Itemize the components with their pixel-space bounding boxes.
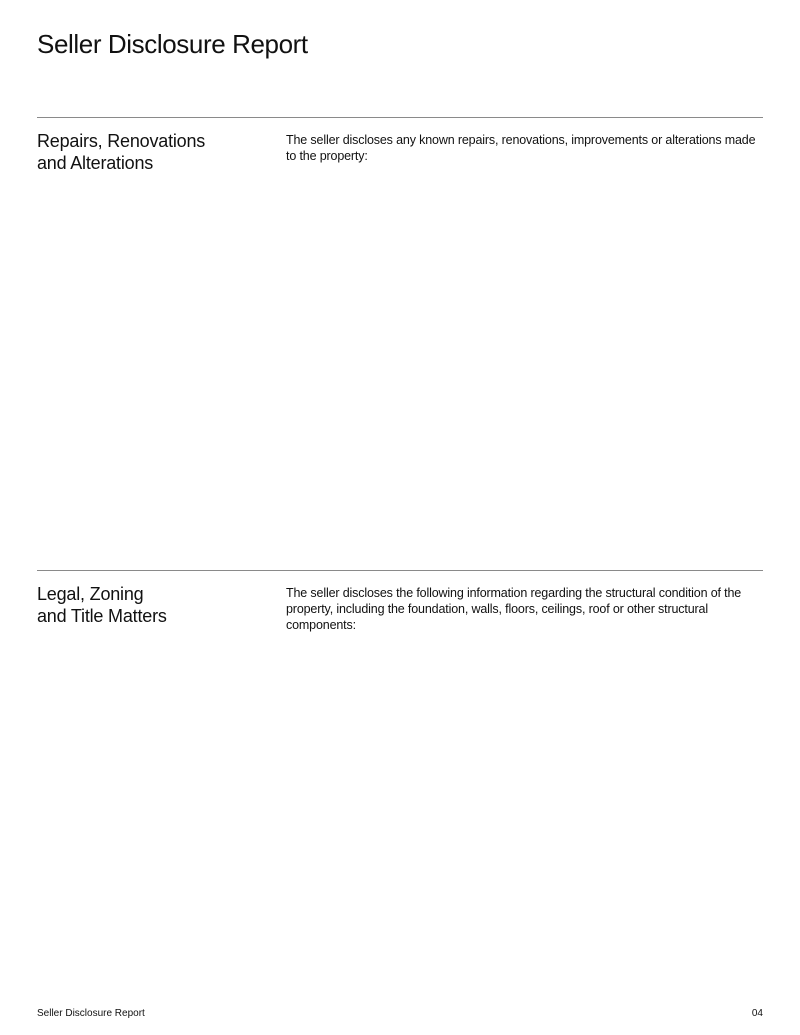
- section-heading-legal: [37, 583, 257, 627]
- heading-line: and Title Matters: [37, 606, 167, 626]
- section-body-repairs: The seller discloses any known repairs, renovations, improvements or alterations made to the property:: [286, 133, 756, 163]
- heading-line: Legal, Zoning: [37, 584, 144, 604]
- section-divider: [37, 570, 763, 571]
- heading-line: Repairs, Renovations: [37, 131, 206, 151]
- section-divider: [37, 117, 763, 118]
- section-heading-repairs: [37, 130, 257, 174]
- heading-line: and Alterations: [37, 153, 154, 173]
- page-number: 04: [751, 1008, 763, 1019]
- footer-label: Seller Disclosure Report: [37, 1008, 145, 1019]
- page-title: Seller Disclosure Report: [37, 29, 308, 59]
- section-body-legal: The seller discloses the following information regarding the structural condition of the property, including the foundation, walls, floors, ceilings, roof or other structural components:: [286, 586, 742, 632]
